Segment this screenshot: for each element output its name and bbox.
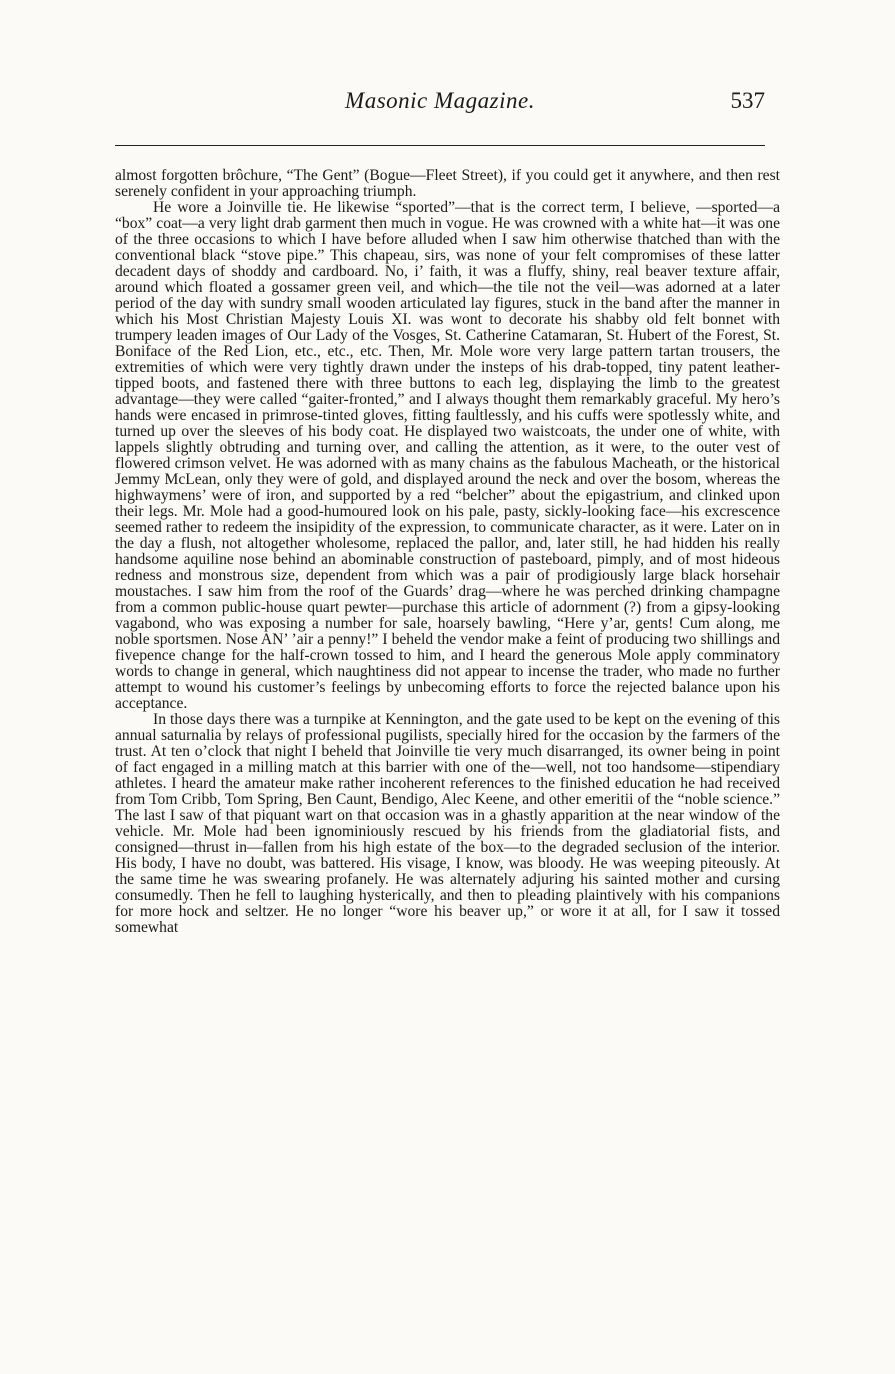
page-number: 537 — [730, 88, 765, 113]
running-title: Masonic Magazine. — [345, 88, 535, 113]
paragraph-3: In those days there was a turnpike at Kennington, and the gate used to be kept on the evening of this annual saturnalia by relays of professional pugilists, specially hired for the occasion by the farmers of the trust. At ten o’clock that night I beheld that Joinville tie very much disarranged, its owner being in point of fact engaged in a milling match at this barrier with one of the—well, not too handsome—stipendiary athletes. I heard the amateur make rather incoherent references to the finished education he had received from Tom Cribb, Tom Spring, Ben Caunt, Bendigo, Alec Keene, and other emeritii of the “noble science.” The last I saw of that piquant wart on that occasion was in a ghastly apparition at the near window of the vehicle. Mr. Mole had been ignominiously rescued by his friends from the gladiatorial fists, and consigned—thrust in—fallen from his high estate of the box—to the degraded seclusion of the interior. His body, I have no doubt, was battered. His visage, I know, was bloody. He was weeping piteously. At the same time he was swearing profanely. He was alternately adjuring his sainted mother and cursing consumedly. Then he fell to laughing hysterically, and then to pleading plaintively with his companions for more hock and seltzer. He no longer “wore his beaver up,” or wore it at all, for I saw it tossed somewhat — [115, 711, 780, 936]
paragraph-2: He wore a Joinville tie. He likewise “sported”—that is the correct term, I believe, —sported—a “box” coat—a very light drab garment then much in vogue. He was crowned with a white hat—it was one of the three occasions to which I have before alluded when I saw him otherwise thatched than with the conventional black “stove pipe.” This chapeau, sirs, was none of your felt compromises of these latter decadent days of shoddy and cardboard. No, i’ faith, it was a fluffy, shiny, real beaver texture affair, around which floated a gossamer green veil, and which—the tile not the veil—was adorned at a later period of the day with sundry small wooden articulated lay figures, stuck in the band after the manner in which his Most Christian Majesty Louis XI. was wont to decorate his shabby old felt bonnet with trumpery leaden images of Our Lady of the Vosges, St. Catherine Catamaran, St. Hubert of the Forest, St. Boniface of the Red Lion, etc., etc., etc. Then, Mr. Mole wore very large pattern tartan trousers, the extremities of which were very tightly drawn under the insteps of his drab-topped, tiny patent leather-tipped boots, and fastened there with three buttons to each leg, displaying the limb to the greatest advantage—they were called “gaiter-fronted,” and I always thought them remarkably graceful. My hero’s hands were encased in primrose-tinted gloves, fitting faultlessly, and his cuffs were spotlessly white, and turned up over the sleeves of his body coat. He displayed two waistcoats, the under one of white, with lappels slightly obtruding and turning over, and calling the attention, as it were, to the outer vest of flowered crimson velvet. He was adorned with as many chains as the fabulous Macheath, or the historical Jemmy McLean, only they were of gold, and displayed around the neck and over the bosom, whereas the highwaymens’ were of iron, and supported by a red “belcher” about the epigastrium, and clinked upon their legs. Mr. Mole had a good-humoured look on his pale, pasty, sickly-looking face—his excrescence seemed rather to redeem the insipidity of the expression, to communicate character, as it were. Later on in the day a flush, not altogether wholesome, replaced the pallor, and, later still, he had hidden his really handsome aquiline nose behind an abominable construction of pasteboard, pimply, and of most hideous redness and monstrous size, dependent from which was a pair of prodigiously large black horsehair moustaches. I saw him from the roof of the Guards’ drag—where he was perched drinking champagne from a common public-house quart pewter—purchase this article of adornment (?) from a gipsy-looking vagabond, who was exposing a number for sale, hoarsely bawling, “Here y’ar, gents! Cum along, me noble sportsmen. Nose AN’ ’air a penny!” I beheld the vendor make a feint of producing two shillings and fivepence change for the half-crown tossed to him, and I heard the generous Mole apply comminatory words to change in general, which naughtiness did not appear to incense the trader, who made no further attempt to wound his customer’s feelings by unbecoming efforts to force the rejected balance upon his acceptance. — [115, 199, 780, 712]
article-body — [115, 168, 780, 936]
paragraph-1: almost forgotten brôchure, “The Gent” (Bogue—Fleet Street), if you could get it anywhere, and then rest serenely confident in your approaching triumph. — [115, 167, 780, 200]
header-rule — [115, 145, 765, 146]
page-header — [115, 88, 765, 120]
